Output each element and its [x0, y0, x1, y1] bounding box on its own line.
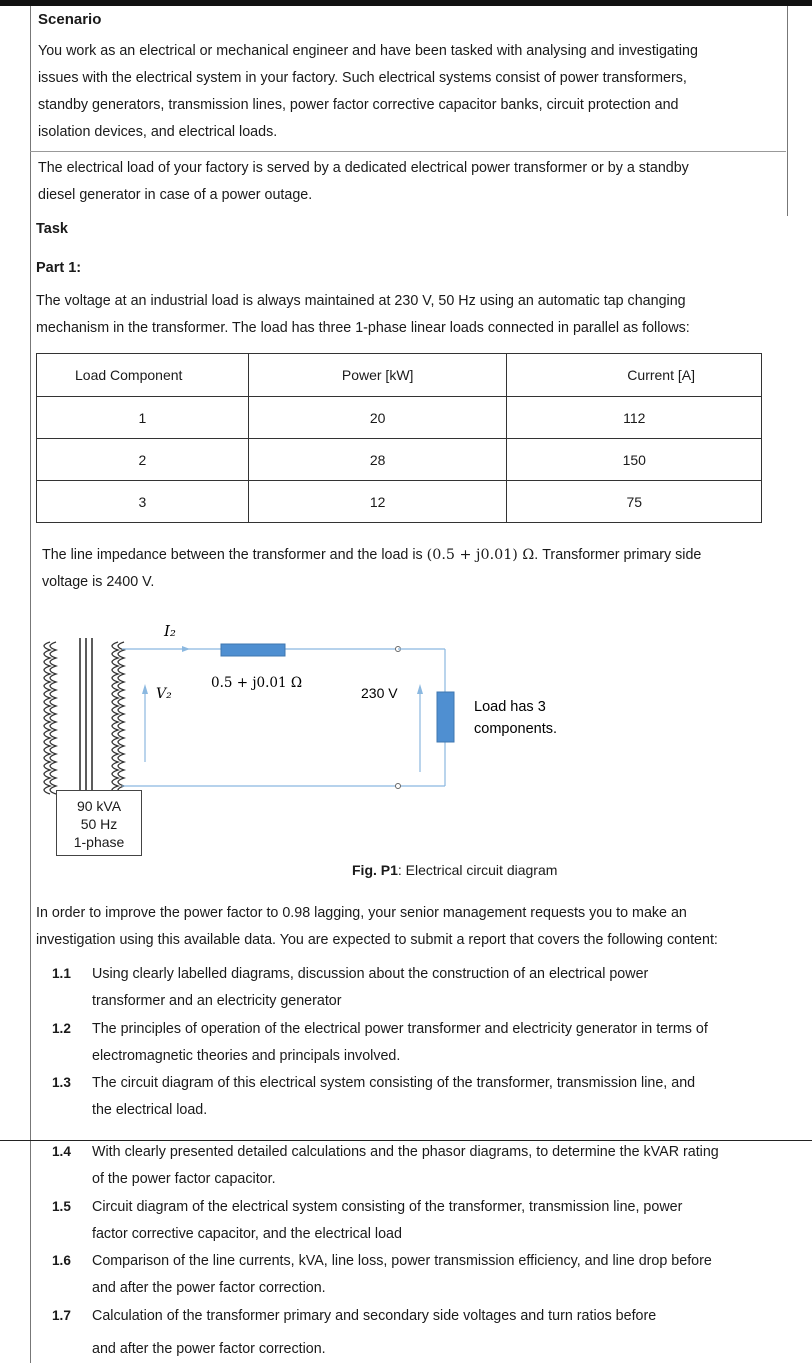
figure-caption: [352, 862, 557, 878]
terminal-bottom: [396, 784, 401, 789]
item-line: the electrical load.: [92, 1102, 208, 1118]
figure-caption-label: Fig. P1: [352, 862, 398, 878]
table-cell: 12: [248, 481, 507, 523]
scenario-line-4: isolation devices, and electrical loads.: [38, 124, 278, 140]
current-arrow: [182, 646, 190, 652]
load-note-2: components.: [474, 721, 558, 737]
item-line: of the power factor capacitor.: [92, 1171, 276, 1187]
item-line: Comparison of the line currents, kVA, line loss, power transmission efficiency, and line drop before: [92, 1253, 712, 1269]
item-line: and after the power factor correction.: [92, 1341, 326, 1357]
impedance-math: (0.5 + j0.01) Ω: [426, 547, 535, 563]
task-heading: Task: [36, 221, 68, 237]
item-line: The principles of operation of the electrical power transformer and electricity generator in terms of: [92, 1021, 708, 1037]
item-line: Circuit diagram of the electrical system consisting of the transformer, transmission line, power: [92, 1199, 683, 1215]
table-cell: 3: [37, 481, 249, 523]
divider: [30, 151, 786, 152]
part-heading: Part 1:: [36, 260, 82, 276]
load-block: [437, 692, 454, 742]
impedance-label: 0.5 + j0.01 Ω: [211, 675, 303, 691]
investigation-line-1: In order to improve the power factor to 0.98 lagging, your senior management requests you to make an: [36, 905, 687, 921]
impedance-text-b: . Transformer primary side: [534, 547, 702, 563]
table-row: [37, 397, 762, 439]
v2-label: V₂: [156, 686, 172, 702]
item-number: 1.5: [52, 1199, 71, 1214]
item-number: 1.4: [52, 1144, 71, 1159]
table-header: Current [A]: [507, 354, 762, 397]
rating-frequency: 50 Hz: [80, 816, 118, 832]
item-number: 1.2: [52, 1021, 71, 1036]
table-header-row: [37, 354, 762, 397]
scenario-heading: Scenario: [38, 11, 102, 28]
item-line: With clearly presented detailed calculations and the phasor diagrams, to determine the kVAR rating: [92, 1144, 719, 1160]
rating-kva: 90 kVA: [76, 798, 122, 814]
table-cell: 28: [248, 439, 507, 481]
table-cell: 20: [248, 397, 507, 439]
line-impedance: [221, 644, 285, 656]
table-cell: 75: [507, 481, 762, 523]
table-cell: 150: [507, 439, 762, 481]
table-header: Power [kW]: [248, 354, 507, 397]
transformer-rating-box: [56, 790, 142, 856]
scenario-line-2: issues with the electrical system in your factory. Such electrical systems consist of power transformers,: [38, 70, 687, 86]
v2-arrow-head: [142, 684, 148, 694]
load-table: [36, 353, 762, 523]
i2-label: I₂: [164, 622, 176, 640]
figure-caption-text: : Electrical circuit diagram: [397, 862, 558, 878]
task-intro-line-2: mechanism in the transformer. The load has three 1-phase linear loads connected in parallel as follows:: [36, 320, 690, 336]
impedance-text-a: The line impedance between the transformer and the load is: [42, 547, 427, 563]
scenario-line-3: standby generators, transmission lines, power factor corrective capacitor banks, circuit protection and: [38, 97, 679, 113]
table-cell: 112: [507, 397, 762, 439]
table-row: [37, 481, 762, 523]
impedance-line-1: [42, 545, 701, 565]
item-number: 1.7: [52, 1308, 71, 1323]
table-header: Load Component: [37, 354, 249, 397]
item-line: factor corrective capacitor, and the electrical load: [92, 1226, 402, 1242]
item-line: transformer and an electricity generator: [92, 993, 342, 1009]
item-number: 1.3: [52, 1075, 71, 1090]
load-note-1: Load has 3: [474, 699, 546, 715]
table-cell: 1: [37, 397, 249, 439]
item-line: and after the power factor correction.: [92, 1280, 326, 1296]
transformer-primary-coil: [44, 642, 56, 794]
scenario-line-5: The electrical load of your factory is served by a dedicated electrical power transformer or by a standby: [38, 160, 689, 176]
task-intro-line-1: The voltage at an industrial load is always maintained at 230 V, 50 Hz using an automatic tap changing: [36, 293, 686, 309]
impedance-line-2: voltage is 2400 V.: [42, 574, 155, 590]
item-line: Calculation of the transformer primary and secondary side voltages and turn ratios before: [92, 1308, 657, 1324]
table-row: [37, 439, 762, 481]
table-cell: 2: [37, 439, 249, 481]
rating-phase: 1-phase: [73, 834, 125, 850]
vload-arrow-head: [417, 684, 423, 694]
item-number: 1.6: [52, 1253, 71, 1268]
scenario-line-1: You work as an electrical or mechanical engineer and have been tasked with analysing and investigating: [38, 43, 698, 59]
item-line: electromagnetic theories and principals involved.: [92, 1048, 401, 1064]
item-number: 1.1: [52, 966, 71, 981]
item-line: The circuit diagram of this electrical system consisting of the transformer, transmission line, and: [92, 1075, 696, 1091]
transformer-core: [80, 638, 92, 794]
item-line: Using clearly labelled diagrams, discussion about the construction of an electrical power: [92, 966, 649, 982]
transformer-secondary-coil: [112, 642, 124, 794]
load-voltage-label: 230 V: [361, 685, 398, 701]
investigation-line-2: investigation using this available data. You are expected to submit a report that covers the following content:: [36, 932, 718, 948]
scenario-line-6: diesel generator in case of a power outage.: [38, 187, 313, 203]
